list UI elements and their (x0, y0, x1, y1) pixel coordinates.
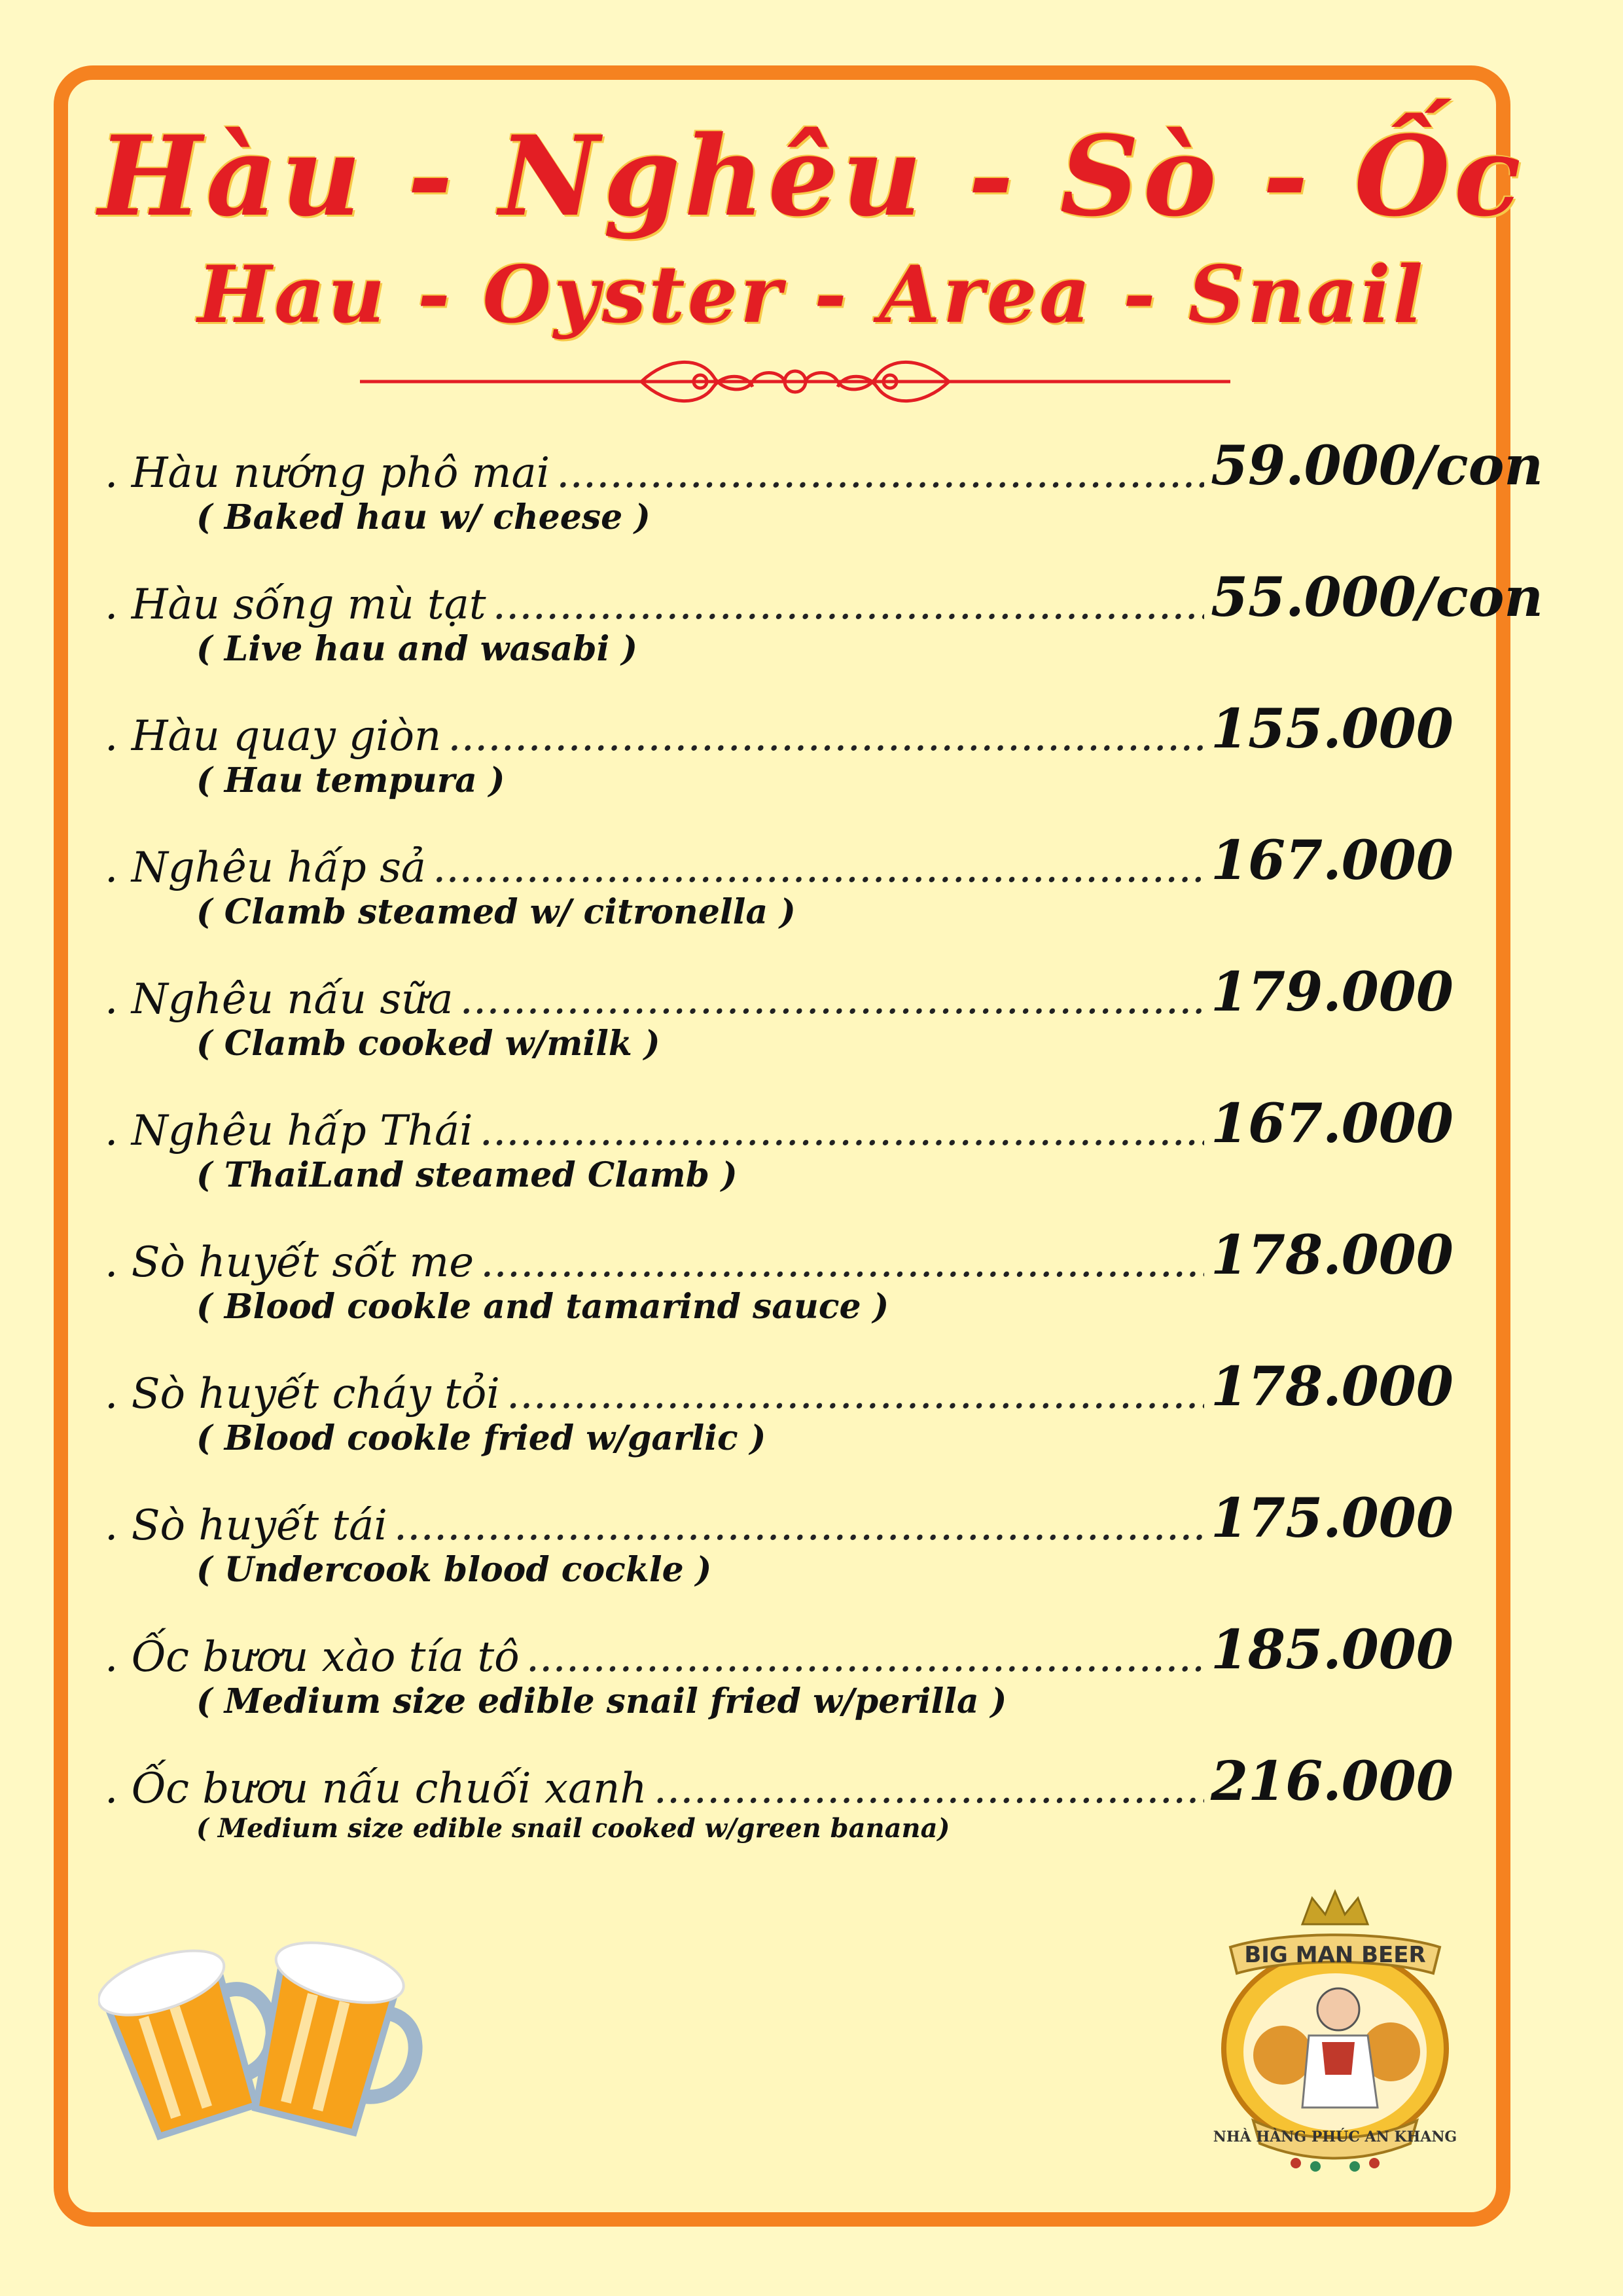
item-name: . Sò huyết tái (105, 1501, 387, 1550)
dot-leader (654, 1765, 1204, 1813)
item-english-name: ( ThaiLand steamed Clamb ) (196, 1155, 738, 1195)
item-english-name: ( Medium size edible snail fried w/perilla ) (196, 1681, 1007, 1721)
dot-leader (394, 1501, 1204, 1550)
item-name: . Nghêu hấp sả (105, 844, 427, 892)
item-name: . Nghêu hấp Thái (105, 1107, 473, 1155)
menu-item (105, 1471, 1454, 1603)
logo-banner-text: BIG MAN BEER (1244, 1942, 1426, 1968)
item-english-name: ( Blood cookle fried w/garlic ) (196, 1418, 766, 1458)
beer-mugs-icon (98, 1898, 425, 2153)
item-price: 59.000/con (1211, 435, 1544, 497)
item-name: . Ốc bươu nấu chuối xanh (105, 1765, 647, 1813)
menu-item (105, 1208, 1454, 1340)
item-price: 55.000/con (1211, 566, 1544, 629)
dot-leader (526, 1633, 1204, 1681)
item-price: 178.000 (1211, 1224, 1454, 1287)
item-english-name: ( Blood cookle and tamarind sauce ) (196, 1287, 889, 1327)
item-price: 167.000 (1211, 829, 1454, 892)
item-price: 167.000 (1211, 1092, 1454, 1155)
item-english-name: ( Medium size edible snail cooked w/green banana) (196, 1813, 950, 1844)
item-name: . Sò huyết cháy tỏi (105, 1370, 500, 1418)
menu-item (105, 1077, 1454, 1208)
dot-leader (480, 1238, 1204, 1287)
item-name: . Nghêu nấu sữa (105, 975, 454, 1024)
item-english-name: ( Live hau and wasabi ) (196, 629, 638, 669)
item-price: 216.000 (1211, 1750, 1454, 1813)
dot-leader (460, 975, 1204, 1024)
item-name: . Hàu nướng phô mai (105, 449, 550, 497)
dot-leader (507, 1370, 1204, 1418)
menu-item (105, 419, 1544, 550)
dot-leader (556, 449, 1204, 497)
menu-item (105, 682, 1454, 814)
menu-list (105, 419, 1544, 1866)
dot-leader (493, 581, 1204, 629)
menu-item (105, 814, 1454, 945)
item-english-name: ( Clamb cooked w/milk ) (196, 1024, 660, 1064)
dot-leader (433, 844, 1204, 892)
item-name: . Ốc bươu xào tía tô (105, 1633, 520, 1681)
item-price: 175.000 (1211, 1487, 1454, 1550)
ornament-divider-icon (360, 357, 1230, 416)
menu-item (105, 550, 1544, 682)
menu-item (105, 945, 1454, 1077)
item-english-name: ( Baked hau w/ cheese ) (196, 497, 651, 537)
logo-ribbon-text: NHÀ HÀNG PHÚC AN KHANG (1213, 2128, 1457, 2145)
item-name: . Sò huyết sốt me (105, 1238, 474, 1287)
big-man-beer-logo-icon (1204, 1885, 1466, 2173)
item-name: . Hàu quay giòn (105, 712, 442, 761)
page-subtitle: Hau - Oyster - Area - Snail (197, 249, 1426, 341)
menu-item (105, 1603, 1454, 1734)
item-english-name: ( Undercook blood cockle ) (196, 1550, 712, 1590)
item-price: 185.000 (1211, 1619, 1454, 1681)
item-english-name: ( Hau tempura ) (196, 761, 505, 800)
item-price: 155.000 (1211, 698, 1454, 761)
item-english-name: ( Clamb steamed w/ citronella ) (196, 892, 796, 932)
dot-leader (448, 712, 1204, 761)
item-price: 179.000 (1211, 961, 1454, 1024)
item-price: 178.000 (1211, 1355, 1454, 1418)
page-title: Hàu - Nghêu - Sò - Ốc (98, 111, 1525, 241)
item-name: . Hàu sống mù tạt (105, 581, 486, 629)
dot-leader (480, 1107, 1204, 1155)
menu-item (105, 1340, 1454, 1471)
menu-item (105, 1734, 1454, 1866)
